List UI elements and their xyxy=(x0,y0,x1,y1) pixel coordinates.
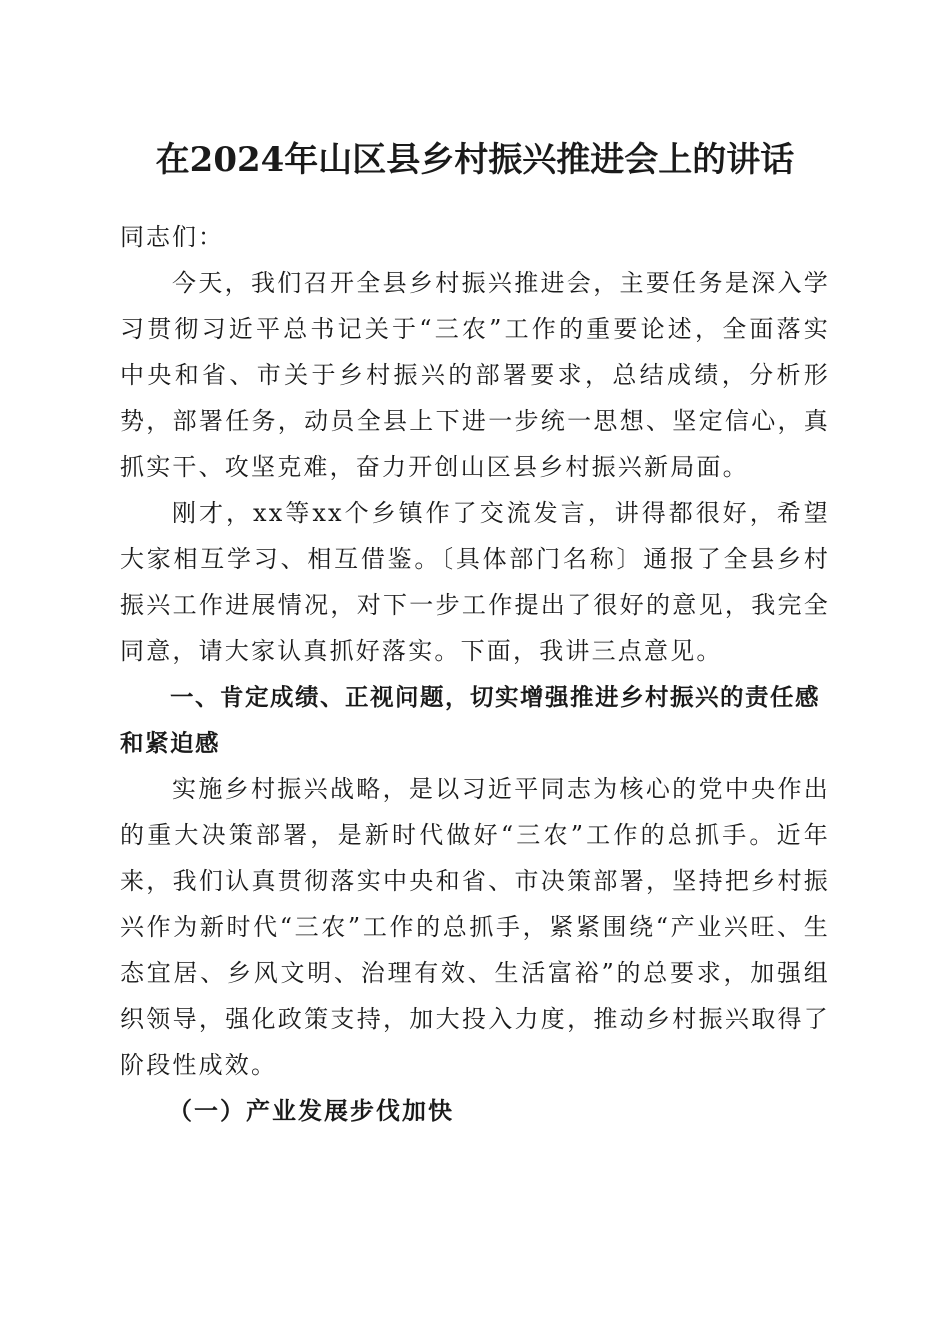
document-page xyxy=(120,128,830,1134)
intro-paragraph-2: 刚才，xx等xx个乡镇作了交流发言，讲得都很好，希望大家相互学习、相互借鉴。〔具体部门名称〕通报了全县乡村振兴工作进展情况，对下一步工作提出了很好的意见，我完全同意，请大家认真抓好落实。下面，我讲三点意见。 xyxy=(120,499,830,665)
greeting: 同志们： xyxy=(120,223,224,251)
section-1-subheading: （一）产业发展步伐加快 xyxy=(168,1096,454,1125)
section-1-paragraph: 实施乡村振兴战略，是以习近平同志为核心的党中央作出的重大决策部署，是新时代做好“三农”工作的总抓手。近年来，我们认真贯彻落实中央和省、市决策部署，坚持把乡村振兴作为新时代“三农”工作的总抓手，紧紧围绕“产业兴旺、生态宜居、乡风文明、治理有效、生活富裕”的总要求，加强组织领导，强化政策支持，加大投入力度，推动乡村振兴取得了阶段性成效。 xyxy=(120,775,830,1079)
document-title: 在2024年山区县乡村振兴推进会上的讲话 xyxy=(155,140,795,180)
section-1-heading: 一、肯定成绩、正视问题，切实增强推进乡村振兴的责任感和紧迫感 xyxy=(120,683,820,757)
intro-paragraph-1: 今天，我们召开全县乡村振兴推进会，主要任务是深入学习贯彻习近平总书记关于“三农”工作的重要论述，全面落实中央和省、市关于乡村振兴的部署要求，总结成绩，分析形势，部署任务，动员全县上下进一步统一思想、坚定信心，真抓实干、攻坚克难，奋力开创山区县乡村振兴新局面。 xyxy=(120,269,830,481)
